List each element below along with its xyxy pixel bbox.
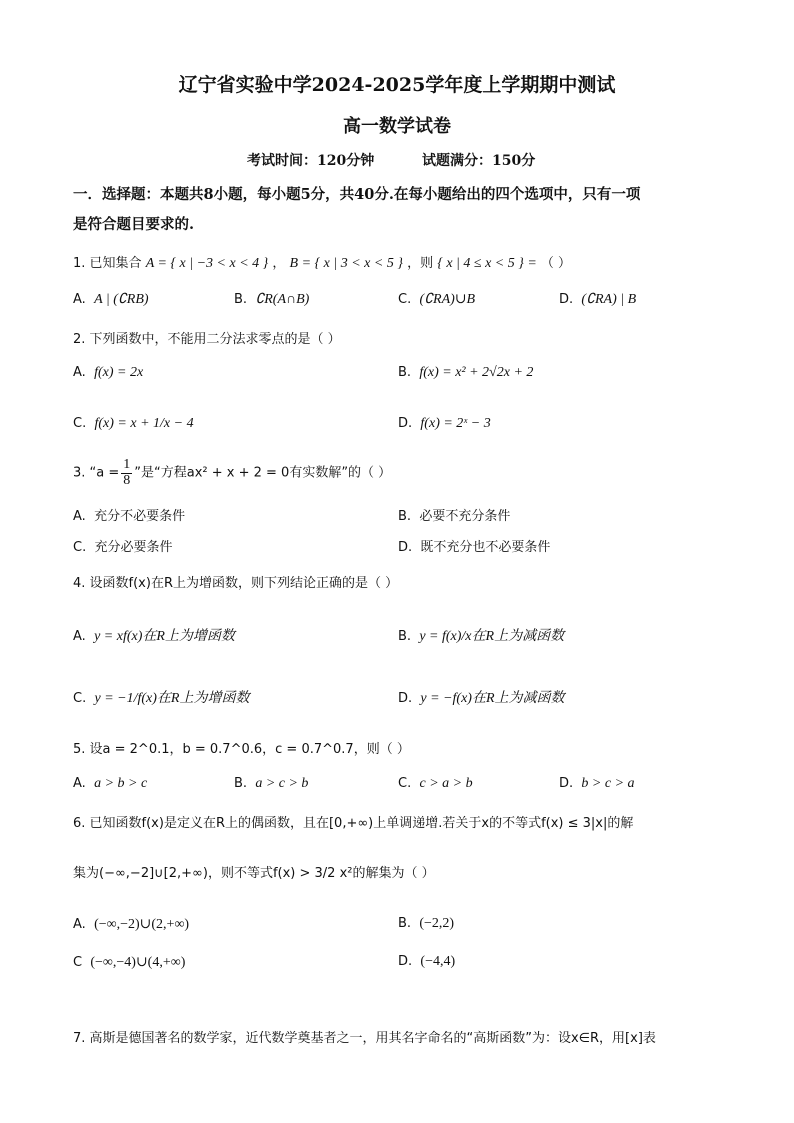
q1-option-a: [73, 291, 149, 308]
q3-option-a: [73, 505, 185, 524]
option-text: c > a > b: [419, 776, 473, 791]
q3-option-b: [398, 505, 510, 524]
q4-option-c: [73, 687, 249, 707]
option-label: D.: [398, 954, 413, 969]
option-text: f(x) = 2ˣ − 3: [420, 416, 491, 431]
q6-option-b: [398, 916, 454, 932]
question-5-stem: 5. 设a = 2^0.1，b = 0.7^0.6，c = 0.7^0.7，则（ ）: [73, 742, 410, 757]
option-label: D.: [559, 776, 574, 791]
option-label: A.: [73, 629, 86, 644]
option-text: 既不充分也不必要条件: [420, 540, 551, 555]
exam-title: 辽宁省实验中学2024-2025学年度上学期期中测试: [178, 74, 616, 96]
option-text: (−∞,−4)∪(4,+∞): [90, 955, 186, 970]
option-label: B.: [398, 509, 412, 524]
option-label: B.: [398, 629, 412, 644]
option-text: A | (∁RB): [94, 292, 149, 307]
option-text: f(x) = x + 1/x − 4: [94, 416, 194, 431]
q5-option-a: [73, 776, 147, 792]
q1-option-b: [234, 291, 309, 308]
option-label: A.: [73, 365, 86, 380]
q1-set-b: B = { x | 3 < x < 5 }: [289, 256, 403, 271]
option-text: a > c > b: [255, 776, 309, 791]
option-text: ∁R(A∩B): [255, 292, 310, 307]
exam-score-info: 试题满分：150分: [422, 153, 536, 169]
question-6-line2: 集为(−∞,−2]∪[2,+∞)，则不等式f(x) > 3/2 x²的解集为（ ）: [73, 866, 435, 881]
option-text: 充分不必要条件: [94, 509, 186, 524]
q6-option-a: [73, 916, 189, 933]
section-heading-line2: 是符合题目要求的.: [73, 216, 195, 233]
option-label: B.: [234, 776, 248, 791]
q6-option-c: [73, 954, 185, 971]
q4-option-a: [73, 625, 235, 645]
option-text: 充分必要条件: [94, 540, 173, 555]
option-label: B.: [398, 365, 412, 380]
question-4-stem: 4. 设函数f(x)在R上为增函数，则下列结论正确的是（ ）: [73, 576, 399, 591]
question-1-stem: [73, 252, 571, 272]
section-heading-line1: 一．选择题：本题共8小题，每小题5分，共40分.在每小题给出的四个选项中，只有一项: [73, 186, 641, 203]
option-text: (−4,4): [420, 954, 456, 969]
question-6-line1: 6. 已知函数f(x)是定义在R上的偶函数，且在[0,+∞)上单调递增.若关于x的不等式f(x) ≤ 3|x|的解: [73, 816, 634, 831]
q3-prefix: 3. “a =: [73, 465, 120, 481]
option-label: D.: [398, 416, 413, 431]
option-label: C.: [398, 776, 412, 791]
option-label: C.: [73, 691, 87, 706]
option-text: (∁RA) | B: [581, 292, 637, 307]
q4-option-d: [398, 687, 565, 707]
q1-answer-paren: （ ）: [540, 256, 572, 271]
q5-option-c: [398, 776, 473, 792]
option-label: D.: [398, 540, 413, 555]
option-text: 必要不充分条件: [419, 509, 511, 524]
option-text: y = −1/f(x)在R上为增函数: [94, 691, 250, 706]
q1-prefix: 1. 已知集合: [73, 256, 142, 271]
option-text: f(x) = 2x: [94, 365, 144, 380]
option-label: C.: [398, 292, 412, 307]
q1-target-set: { x | 4 ≤ x < 5 } =: [437, 256, 537, 271]
q3-frac-num: 1: [123, 457, 131, 472]
question-3-stem: [73, 458, 391, 488]
q1-set-a: A = { x | −3 < x < 4 }: [145, 256, 269, 271]
q6-option-d: [398, 954, 455, 970]
option-label: C.: [73, 540, 87, 555]
question-7-line1: 7. 高斯是德国著名的数学家，近代数学奠基者之一，用其名字命名的“高斯函数”为：设x∈R，用[x]表: [73, 1031, 656, 1046]
option-text: (−2,2): [419, 916, 455, 931]
q2-option-d: [398, 416, 491, 432]
q3-fraction: [121, 458, 132, 488]
option-text: (−∞,−2)∪(2,+∞): [94, 917, 190, 932]
q3-option-d: [398, 536, 550, 555]
q1-then: ，则: [407, 256, 434, 271]
option-label: A.: [73, 776, 86, 791]
option-text: y = xf(x)在R上为增函数: [94, 629, 235, 644]
q3-option-c: [73, 536, 173, 555]
option-label: D.: [559, 292, 574, 307]
option-label: D.: [398, 691, 413, 706]
exam-time-info: 考试时间：120分钟: [247, 153, 375, 169]
q2-option-b: [398, 365, 533, 381]
option-label: B.: [234, 292, 248, 307]
option-label: A.: [73, 917, 86, 932]
option-text: b > c > a: [581, 776, 635, 791]
option-label: A.: [73, 292, 86, 307]
q1-option-c: [398, 291, 475, 308]
option-text: (∁RA)∪B: [419, 292, 476, 307]
option-text: y = −f(x)在R上为减函数: [420, 691, 565, 706]
q4-option-b: [398, 625, 564, 645]
q2-option-a: [73, 365, 143, 381]
q5-option-d: [559, 776, 635, 792]
option-label: C: [73, 955, 83, 970]
q3-rest: ”是“方程ax² + x + 2 = 0有实数解”的（ ）: [134, 465, 392, 481]
option-label: A.: [73, 509, 86, 524]
q3-frac-den: 8: [123, 472, 131, 488]
option-label: C.: [73, 416, 87, 431]
q1-option-d: [559, 291, 636, 308]
option-label: B.: [398, 916, 412, 931]
option-text: y = f(x)/x在R上为减函数: [419, 629, 565, 644]
exam-subtitle: 高一数学试卷: [343, 116, 451, 137]
q1-comma: ，: [272, 256, 286, 271]
option-text: a > b > c: [94, 776, 148, 791]
q2-option-c: [73, 416, 194, 432]
option-text: f(x) = x² + 2√2x + 2: [419, 365, 534, 380]
question-2-stem: 2. 下列函数中，不能用二分法求零点的是（ ）: [73, 332, 341, 347]
q5-option-b: [234, 776, 308, 792]
